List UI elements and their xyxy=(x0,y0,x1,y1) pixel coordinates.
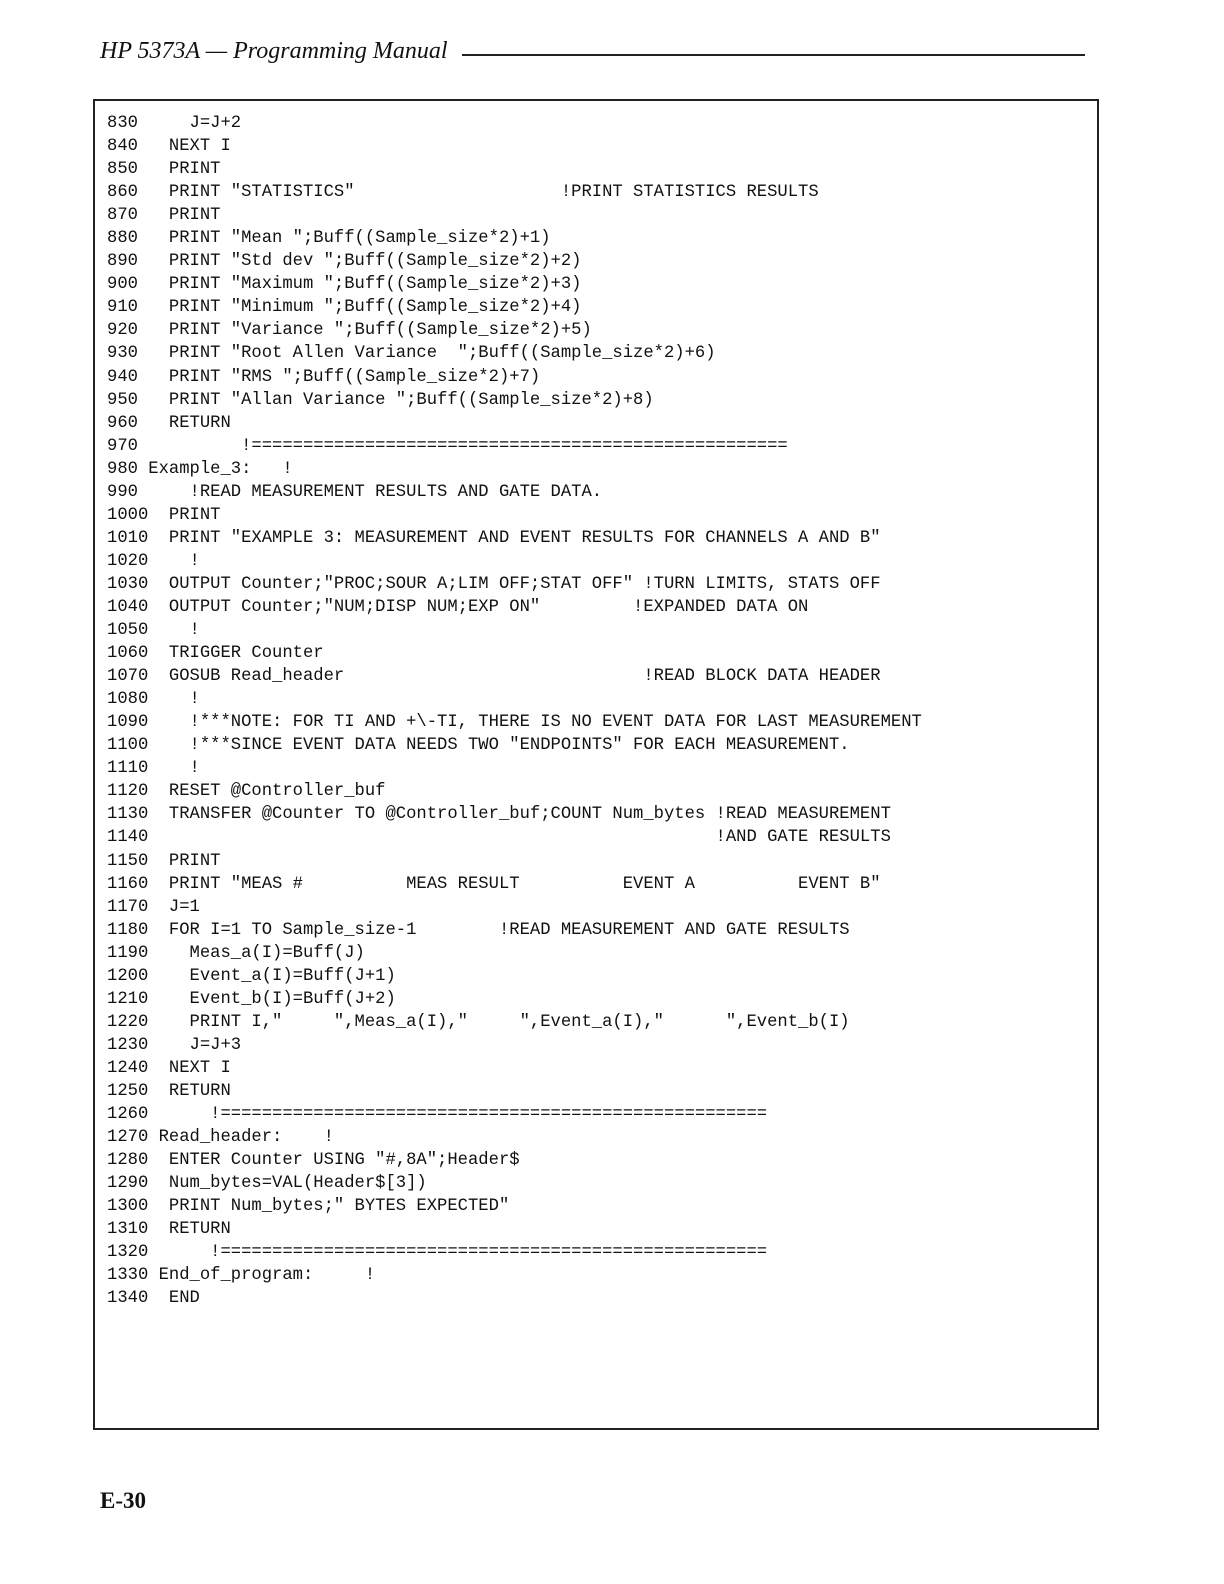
code-line: 1180 FOR I=1 TO Sample_size-1 !READ MEASUREMENT AND GATE RESULTS xyxy=(107,920,850,940)
code-line: 1230 J=J+3 xyxy=(107,1035,242,1055)
code-line: 860 PRINT "STATISTICS" !PRINT STATISTICS RESULTS xyxy=(107,183,819,203)
code-line: 1200 Event_a(I)=Buff(J+1) xyxy=(107,966,396,986)
code-line: 980 Example_3: ! xyxy=(107,459,293,479)
code-line: 970 !==================================================== xyxy=(107,436,788,456)
code-line: 1260 !===================================================== xyxy=(107,1105,768,1125)
code-line: 910 PRINT "Minimum ";Buff((Sample_size*2)+4) xyxy=(107,298,582,318)
code-line: 1100 !***SINCE EVENT DATA NEEDS TWO "ENDPOINTS" FOR EACH MEASUREMENT. xyxy=(107,736,850,756)
code-line: 1160 PRINT "MEAS # MEAS RESULT EVENT A EVENT B" xyxy=(107,874,881,894)
code-line: 1070 GOSUB Read_header !READ BLOCK DATA HEADER xyxy=(107,667,881,687)
code-line: 990 !READ MEASUREMENT RESULTS AND GATE DATA. xyxy=(107,482,603,502)
code-listing-box xyxy=(93,99,1099,1430)
code-line: 1340 END xyxy=(107,1289,200,1309)
code-line: 1240 NEXT I xyxy=(107,1058,231,1078)
code-line: 830 J=J+2 xyxy=(107,114,242,133)
code-line: 1220 PRINT I," ",Meas_a(I)," ",Event_a(I)," ",Event_b(I) xyxy=(107,1012,850,1032)
code-line: 1090 !***NOTE: FOR TI AND +\-TI, THERE IS NO EVENT DATA FOR LAST MEASUREMENT xyxy=(107,713,922,733)
code-line: 1060 TRIGGER Counter xyxy=(107,644,324,664)
page-title: HP 5373A — Programming Manual xyxy=(100,38,462,65)
code-line: 1000 PRINT xyxy=(107,505,221,525)
code-line: 1050 ! xyxy=(107,621,200,641)
code-line: 960 RETURN xyxy=(107,413,231,433)
code-line: 1030 OUTPUT Counter;"PROC;SOUR A;LIM OFF;STAT OFF" !TURN LIMITS, STATS OFF xyxy=(107,574,881,594)
code-line: 850 PRINT xyxy=(107,160,221,180)
code-line: 920 PRINT "Variance ";Buff((Sample_size*2)+5) xyxy=(107,321,592,341)
code-line: 1300 PRINT Num_bytes;" BYTES EXPECTED" xyxy=(107,1197,510,1217)
page-number: E-30 xyxy=(100,1488,146,1513)
page-header xyxy=(100,38,1085,78)
code-line: 1040 OUTPUT Counter;"NUM;DISP NUM;EXP ON" !EXPANDED DATA ON xyxy=(107,597,809,617)
code-line: 1140 !AND GATE RESULTS xyxy=(107,828,891,848)
code-line: 1290 Num_bytes=VAL(Header$[3]) xyxy=(107,1174,427,1194)
code-line: 1190 Meas_a(I)=Buff(J) xyxy=(107,943,365,963)
code-listing xyxy=(107,112,1087,1310)
code-line: 1130 TRANSFER @Counter TO @Controller_buf;COUNT Num_bytes !READ MEASUREMENT xyxy=(107,805,891,825)
code-line: 1150 PRINT xyxy=(107,851,221,871)
code-line: 1080 ! xyxy=(107,690,200,710)
code-line: 1010 PRINT "EXAMPLE 3: MEASUREMENT AND EVENT RESULTS FOR CHANNELS A AND B" xyxy=(107,528,881,548)
code-line: 1110 ! xyxy=(107,759,200,779)
code-line: 940 PRINT "RMS ";Buff((Sample_size*2)+7) xyxy=(107,367,541,387)
code-line: 880 PRINT "Mean ";Buff((Sample_size*2)+1) xyxy=(107,229,551,249)
code-line: 1020 ! xyxy=(107,551,200,571)
code-line: 930 PRINT "Root Allen Variance ";Buff((Sample_size*2)+6) xyxy=(107,344,716,364)
code-line: 1210 Event_b(I)=Buff(J+2) xyxy=(107,989,396,1009)
code-line: 1250 RETURN xyxy=(107,1081,231,1101)
code-line: 1310 RETURN xyxy=(107,1220,231,1240)
code-line: 1120 RESET @Controller_buf xyxy=(107,782,386,802)
code-line: 1270 Read_header: ! xyxy=(107,1128,334,1148)
code-line: 900 PRINT "Maximum ";Buff((Sample_size*2)+3) xyxy=(107,275,582,295)
code-line: 890 PRINT "Std dev ";Buff((Sample_size*2)+2) xyxy=(107,252,582,272)
code-line: 840 NEXT I xyxy=(107,137,231,157)
code-line: 1280 ENTER Counter USING "#,8A";Header$ xyxy=(107,1151,520,1171)
code-line: 1320 !===================================================== xyxy=(107,1243,768,1263)
code-line: 870 PRINT xyxy=(107,206,221,226)
code-line: 1330 End_of_program: ! xyxy=(107,1266,376,1286)
code-line: 950 PRINT "Allan Variance ";Buff((Sample_size*2)+8) xyxy=(107,390,654,410)
code-line: 1170 J=1 xyxy=(107,897,200,917)
